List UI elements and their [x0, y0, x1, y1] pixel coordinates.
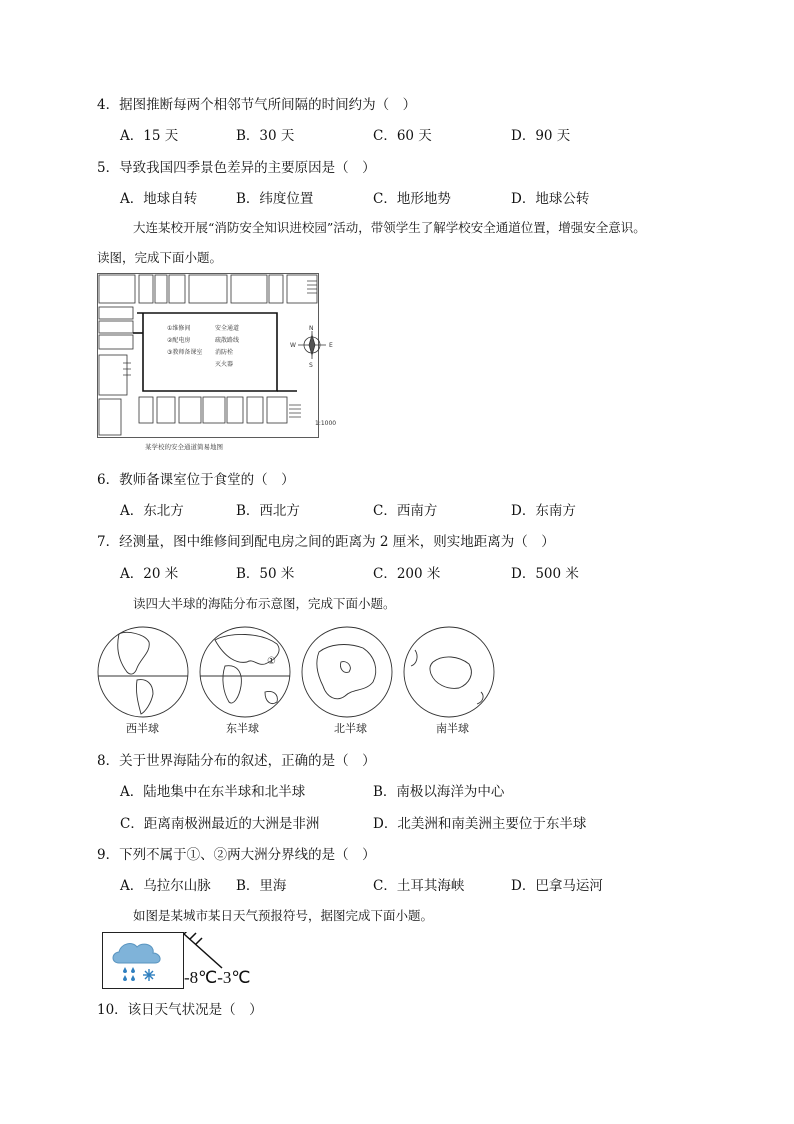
label-east-hemisphere: 东半球	[226, 722, 259, 735]
label-west-hemisphere: 西半球	[126, 722, 159, 735]
q5-option-c[interactable]: C．地形地势	[373, 191, 451, 207]
intro-weather-line1: 如图是某城市某日天气预报符号，据图完成下面小题。	[133, 908, 434, 923]
compass-n: N	[309, 325, 314, 332]
temperature-range: -8℃-3℃	[184, 968, 251, 987]
q6-option-c[interactable]: C．西南方	[373, 503, 438, 519]
q5-option-d[interactable]: D．地球公转	[511, 191, 590, 207]
school-map	[97, 273, 347, 453]
q6-option-d[interactable]: D．东南方	[511, 503, 576, 519]
q7-option-c[interactable]: C．200 米	[373, 566, 441, 582]
q4-option-d[interactable]: D．90 天	[511, 128, 571, 144]
question-7-stem: 7．经测量，图中维修间到配电房之间的距离为 2 厘米，则实地距离为（ ）	[97, 534, 555, 550]
legend-item-route: 疏散路线	[215, 337, 240, 344]
rain-snow-icon	[103, 933, 183, 988]
map-scale: 1:1000	[315, 420, 337, 427]
legend-item-repair: ①维修间	[167, 325, 191, 332]
label-south-hemisphere: 南半球	[436, 722, 469, 735]
q9-option-d[interactable]: D．巴拿马运河	[511, 878, 603, 894]
q6-option-b[interactable]: B．西北方	[236, 503, 300, 519]
legend-item-power: ②配电房	[167, 337, 191, 344]
globe-marker: ①	[267, 656, 276, 667]
intro-school-map-line1: 大连某校开展“消防安全知识进校园”活动，带领学生了解学校安全通道位置，增强安全意识。	[133, 220, 646, 235]
q4-option-b[interactable]: B．30 天	[236, 128, 295, 144]
weather-symbol	[102, 932, 184, 989]
compass-e: E	[329, 342, 333, 349]
compass-icon	[298, 331, 326, 359]
q9-option-a[interactable]: A．乌拉尔山脉	[120, 878, 211, 894]
q6-option-a[interactable]: A．东北方	[120, 503, 184, 519]
compass-s: S	[309, 362, 313, 369]
q8-option-b[interactable]: B．南极以海洋为中心	[373, 784, 505, 800]
q8-option-a[interactable]: A．陆地集中在东半球和北半球	[120, 784, 306, 800]
label-north-hemisphere: 北半球	[334, 722, 367, 735]
q8-option-d[interactable]: D．北美洲和南美洲主要位于东半球	[373, 816, 587, 832]
legend-item-extinguisher: 灭火器	[215, 361, 234, 368]
q7-option-d[interactable]: D．500 米	[511, 566, 579, 582]
wind-barb-icon	[182, 932, 227, 972]
compass-w: W	[290, 342, 296, 349]
q8-option-c[interactable]: C．距离南极洲最近的大洲是非洲	[120, 816, 320, 832]
question-9-stem: 9．下列不属于①、②两大洲分界线的是（ ）	[97, 847, 376, 863]
q5-option-a[interactable]: A．地球自转	[120, 191, 198, 207]
q7-option-b[interactable]: B．50 米	[236, 566, 295, 582]
question-8-stem: 8．关于世界海陆分布的叙述，正确的是（ ）	[97, 753, 376, 769]
intro-globe-line1: 读四大半球的海陆分布示意图，完成下面小题。	[133, 596, 396, 611]
legend-item-hydrant: 消防栓	[215, 349, 234, 356]
school-map-caption: 某学校的安全通道简易地图	[145, 443, 223, 451]
question-6-stem: 6．教师备课室位于食堂的（ ）	[97, 472, 295, 488]
q4-option-a[interactable]: A．15 天	[120, 128, 179, 144]
q9-option-c[interactable]: C．土耳其海峡	[373, 878, 465, 894]
q9-option-b[interactable]: B．里海	[236, 878, 287, 894]
school-map-drawing	[97, 273, 347, 453]
q4-option-c[interactable]: C．60 天	[373, 128, 432, 144]
legend-item-exit: 安全通道	[215, 325, 240, 332]
question-10-stem: 10．该日天气状况是（ ）	[97, 1002, 263, 1018]
legend-item-office: ③教师备课室	[167, 349, 203, 356]
q7-option-a[interactable]: A．20 米	[120, 566, 179, 582]
intro-school-map-line2: 读图，完成下面小题。	[97, 250, 223, 265]
question-5-stem: 5．导致我国四季景色差异的主要原因是（ ）	[97, 160, 376, 176]
question-4-stem: 4．据图推断每两个相邻节气所间隔的时间约为（ ）	[97, 97, 417, 113]
q5-option-b[interactable]: B．纬度位置	[236, 191, 314, 207]
